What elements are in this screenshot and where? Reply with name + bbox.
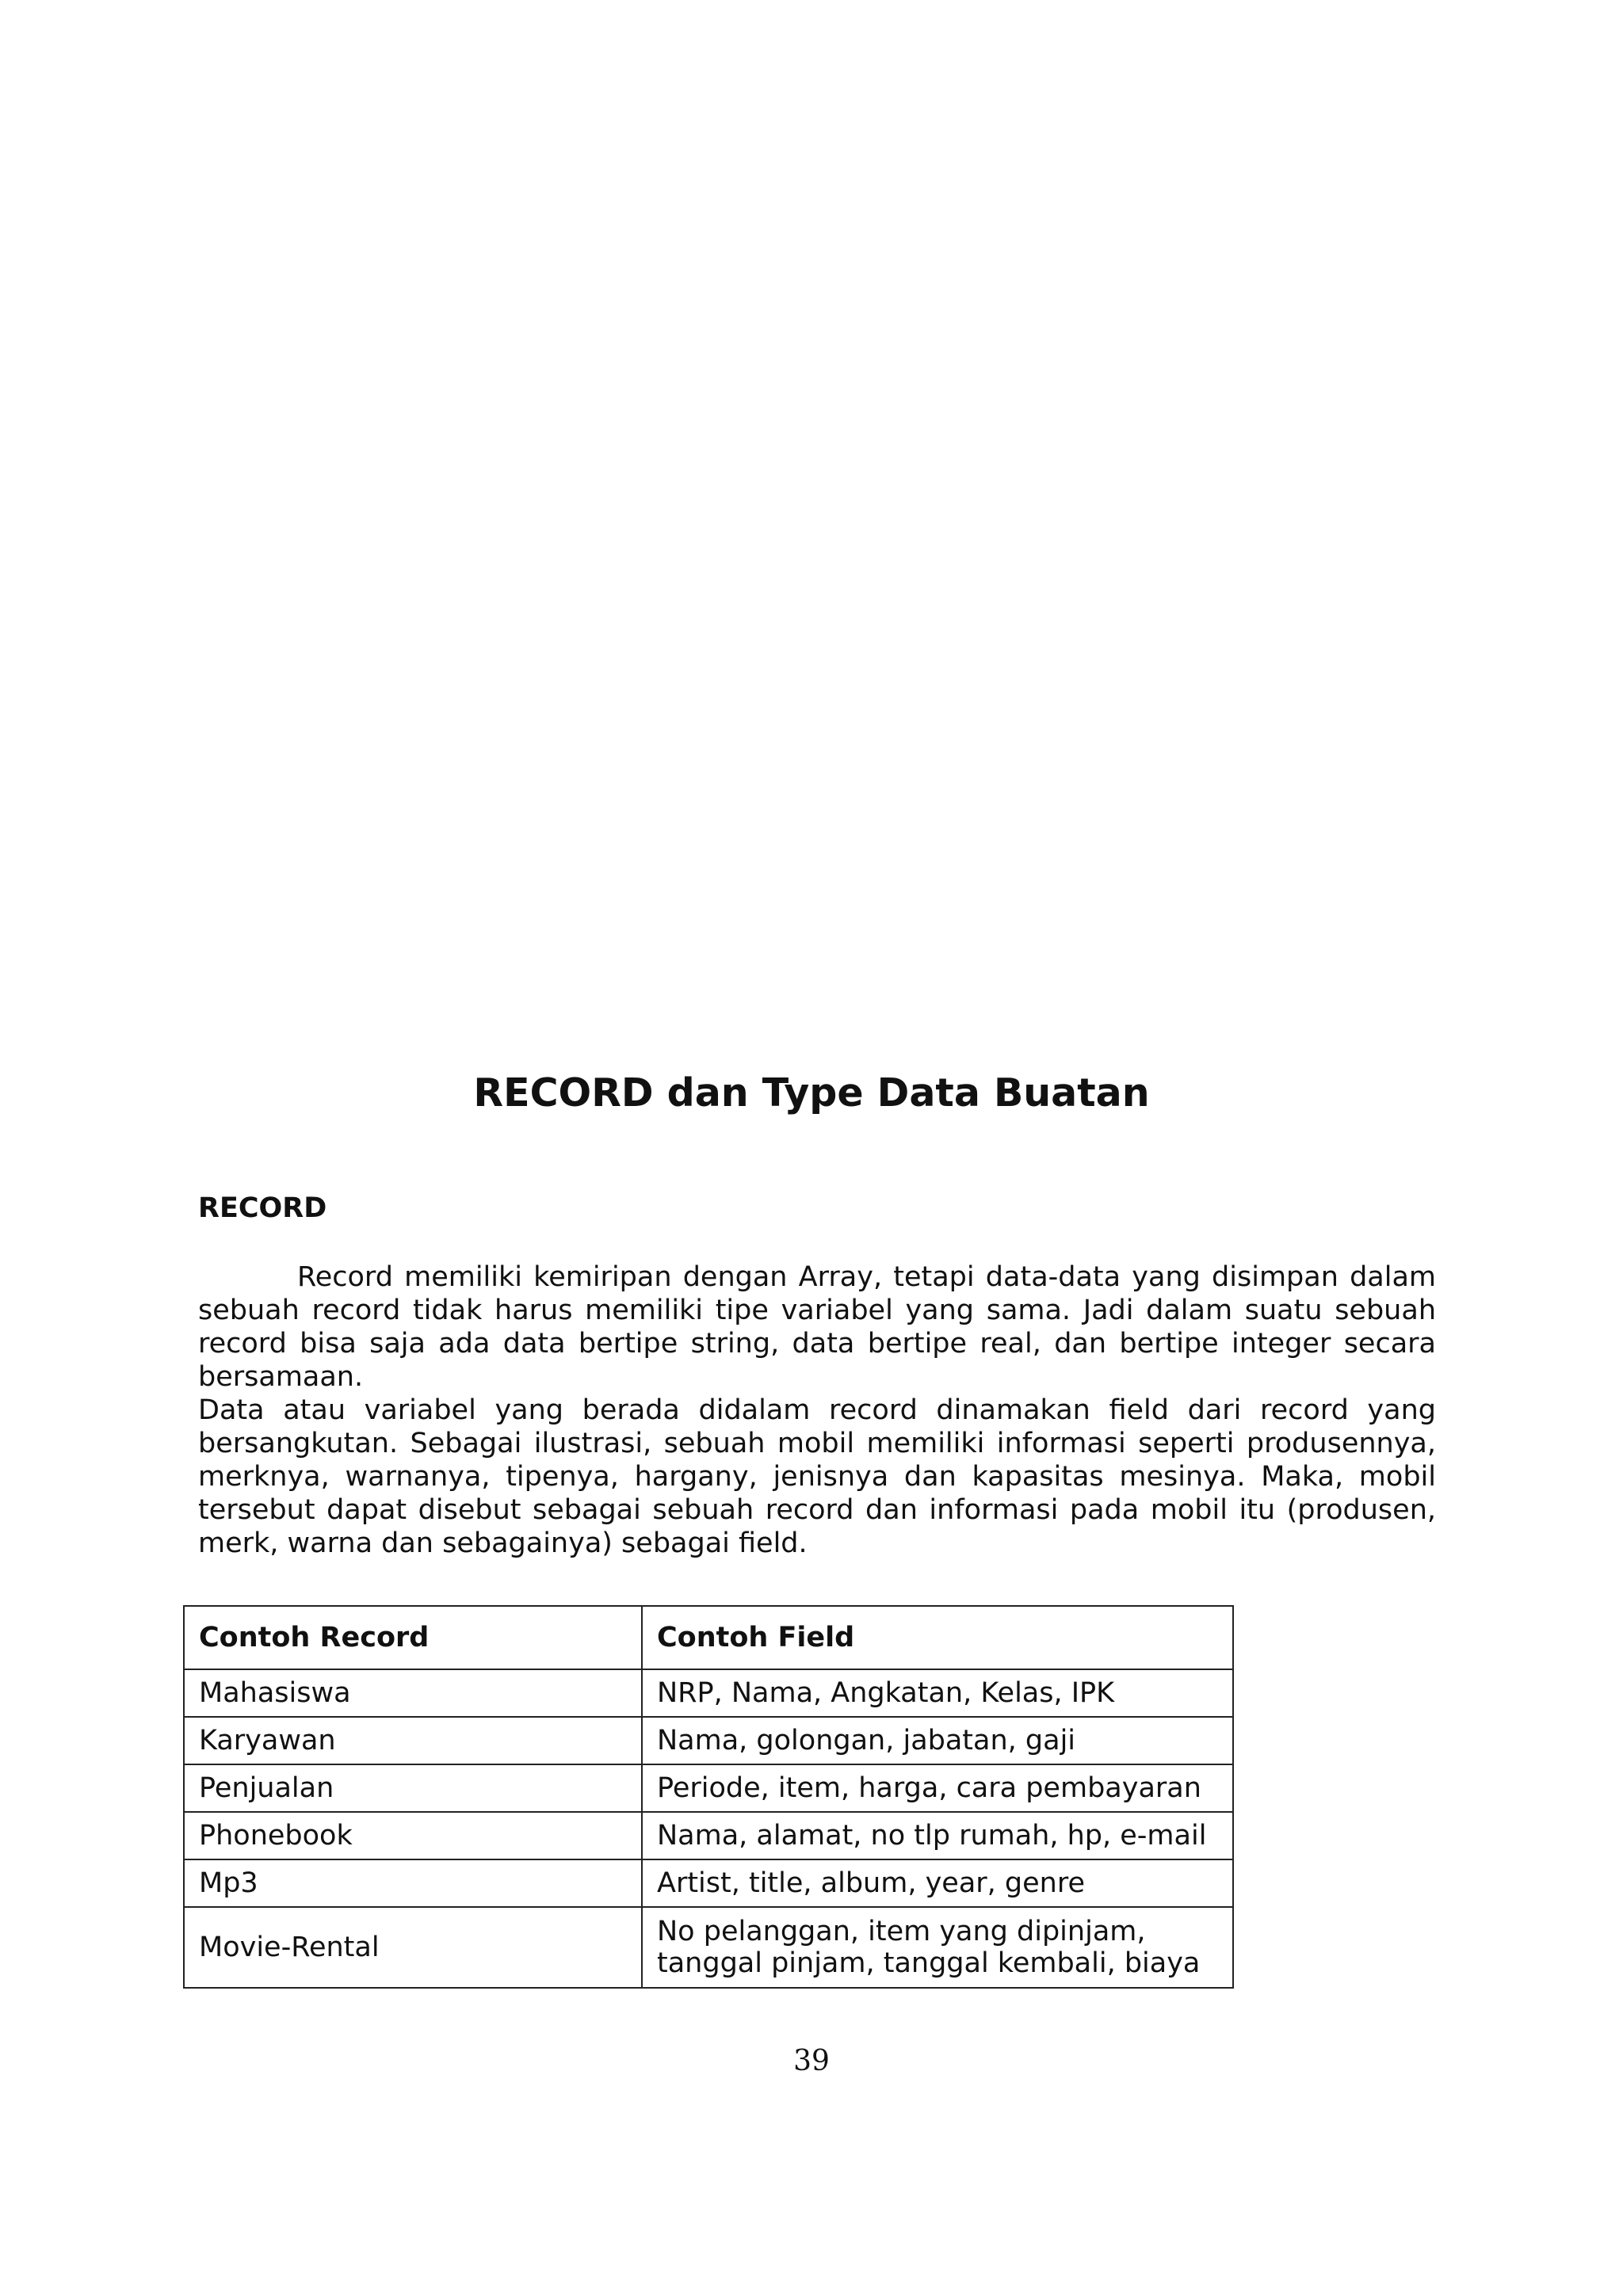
page-title: RECORD dan Type Data Buatan [473, 1070, 1150, 1116]
table-row [184, 1669, 1233, 1717]
table-row [184, 1764, 1233, 1812]
field-cell: Periode, item, harga, cara pembayaran [642, 1764, 1233, 1812]
record-cell: Karyawan [184, 1717, 642, 1764]
record-cell: Movie-Rental [184, 1907, 642, 1988]
record-cell: Mahasiswa [184, 1669, 642, 1717]
table-row [184, 1859, 1233, 1907]
table-row [184, 1812, 1233, 1859]
field-cell: Nama, golongan, jabatan, gaji [642, 1717, 1233, 1764]
paragraph-intro: Record memiliki kemiripan dengan Array, tetapi data-data yang disimpan dalam sebuah record tidak harus memiliki tipe variabel yang sama. Jadi dalam suatu sebuah record bisa saja ada data bertipe string, data bertipe real, dan bertipe integer secara bersamaan. [198, 1261, 1436, 1393]
field-cell [642, 1907, 1233, 1988]
table-row [184, 1907, 1233, 1988]
record-cell: Mp3 [184, 1859, 642, 1907]
record-cell: Phonebook [184, 1812, 642, 1859]
header-contoh-record: Contoh Record [184, 1606, 642, 1669]
record-field-table [183, 1605, 1234, 1989]
page-number: 39 [793, 2045, 830, 2077]
field-cell: Nama, alamat, no tlp rumah, hp, e-mail [642, 1812, 1233, 1859]
record-cell: Penjualan [184, 1764, 642, 1812]
header-contoh-field: Contoh Field [642, 1606, 1233, 1669]
body-text [198, 1261, 1436, 1560]
field-cell-line: tanggal pinjam, tanggal kembali, biaya [657, 1947, 1201, 1979]
table-header-row [184, 1606, 1233, 1669]
field-cell: NRP, Nama, Angkatan, Kelas, IPK [642, 1669, 1233, 1717]
table-row [184, 1717, 1233, 1764]
field-cell: Artist, title, album, year, genre [642, 1859, 1233, 1907]
section-heading: RECORD [198, 1192, 327, 1224]
paragraph-field-explanation: Data atau variabel yang berada didalam record dinamakan field dari record yang bersangkutan. Sebagai ilustrasi, sebuah mobil memiliki informasi seperti produsennya, merknya, warnanya, tipenya, hargany, jenisnya dan kapasitas mesinya. Maka, mobil tersebut dapat disebut sebagai sebuah record dan informasi pada mobil itu (produsen, merk, warna dan sebagainya) sebagai field. [198, 1394, 1436, 1559]
field-cell-line: No pelanggan, item yang dipinjam, [657, 1916, 1146, 1947]
